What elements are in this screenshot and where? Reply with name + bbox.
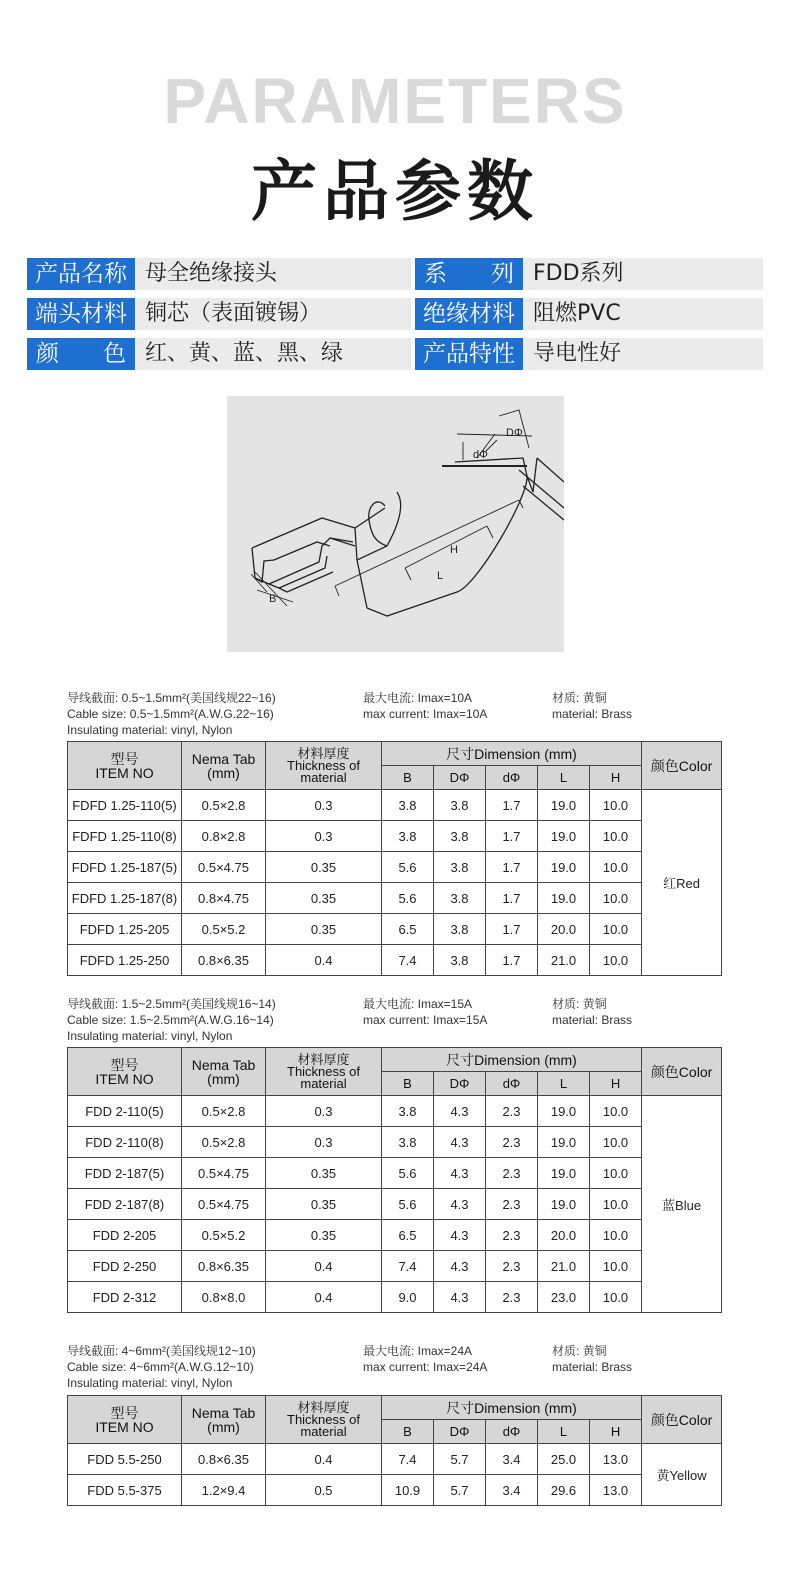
cable-size-en: Cable size: 1.5~2.5mm²(A.W.G.16~14) xyxy=(67,1013,274,1027)
material-cn: 材质: 黄铜 xyxy=(552,997,607,1011)
max-current xyxy=(363,1343,487,1375)
max-current-cn: 最大电流: Imax=15A xyxy=(363,997,473,1011)
param-label: 系 列 xyxy=(415,258,523,290)
header-b: B xyxy=(382,1420,434,1444)
header-nema-tab: Nema Tab (mm) xyxy=(182,1396,266,1444)
table-cell: 4.3 xyxy=(434,1251,486,1282)
table-cell: 6.5 xyxy=(382,1220,434,1251)
table-cell: 5.6 xyxy=(382,1189,434,1220)
table-row xyxy=(68,790,722,821)
table-cell: FDFD 1.25-187(5) xyxy=(68,852,182,883)
table-cell: 3.8 xyxy=(382,790,434,821)
table-row xyxy=(68,1127,722,1158)
diagram-label-d: dΦ xyxy=(473,449,488,461)
table-cell: 0.8×2.8 xyxy=(182,821,266,852)
table-cell: 3.8 xyxy=(434,852,486,883)
table-cell: 0.5×2.8 xyxy=(182,1096,266,1127)
table-cell: 0.35 xyxy=(266,883,382,914)
header-l: L xyxy=(538,1420,590,1444)
table-cell: 0.3 xyxy=(266,1096,382,1127)
table-cell: 9.0 xyxy=(382,1282,434,1313)
table-cell: 10.0 xyxy=(590,852,642,883)
table-cell: 1.2×9.4 xyxy=(182,1475,266,1506)
table-row xyxy=(68,1444,722,1475)
cable-size xyxy=(67,996,276,1044)
table-cell: 19.0 xyxy=(538,1158,590,1189)
param-value: 铜芯（表面镀锡） xyxy=(135,298,411,330)
table-cell: 0.4 xyxy=(266,1444,382,1475)
table-cell: 0.35 xyxy=(266,1158,382,1189)
param-row xyxy=(27,298,763,330)
table-row xyxy=(68,1189,722,1220)
table-cell: 10.0 xyxy=(590,883,642,914)
table-cell: 10.0 xyxy=(590,1282,642,1313)
table-cell: 20.0 xyxy=(538,1220,590,1251)
diagram-label-B: B xyxy=(269,593,277,605)
table-cell: 3.4 xyxy=(486,1475,538,1506)
table-cell: 21.0 xyxy=(538,1251,590,1282)
table-row xyxy=(68,1220,722,1251)
table-cell: 0.8×8.0 xyxy=(182,1282,266,1313)
table-cell: 0.3 xyxy=(266,790,382,821)
param-row xyxy=(27,258,763,290)
header-dphi: DΦ xyxy=(434,766,486,790)
header-dimension: 尺寸Dimension (mm) xyxy=(382,742,642,766)
param-value: 红、黄、蓝、黑、绿 xyxy=(135,338,411,370)
material-en: material: Brass xyxy=(552,1013,633,1027)
table-cell: 3.4 xyxy=(486,1444,538,1475)
max-current-en: max current: Imax=24A xyxy=(363,1360,488,1374)
table-cell: 7.4 xyxy=(382,1251,434,1282)
header-thickness: 材料厚度 Thickness of material xyxy=(266,1048,382,1096)
param-value: 母全绝缘接头 xyxy=(135,258,411,290)
table-cell: 2.3 xyxy=(486,1220,538,1251)
connector-drawing xyxy=(227,396,564,652)
header-color: 颜色Color xyxy=(642,1396,722,1444)
table-cell: FDD 2-110(8) xyxy=(68,1127,182,1158)
header-item-no: 型号 ITEM NO xyxy=(68,742,182,790)
insulating-material: Insulating material: vinyl, Nylon xyxy=(67,723,233,737)
material-cn: 材质: 黄铜 xyxy=(552,691,607,705)
table-cell: 0.35 xyxy=(266,1189,382,1220)
table-cell: 0.4 xyxy=(266,1251,382,1282)
table-cell: 1.7 xyxy=(486,945,538,976)
table-cell: 3.8 xyxy=(382,1096,434,1127)
table-cell: 10.0 xyxy=(590,945,642,976)
table-cell: 2.3 xyxy=(486,1189,538,1220)
table-cell: FDD 2-250 xyxy=(68,1251,182,1282)
cable-size-cn: 导线截面: 4~6mm²(美国线规12~10) xyxy=(67,1344,256,1358)
table-cell: FDD 2-110(5) xyxy=(68,1096,182,1127)
color-cell: 黄Yellow xyxy=(642,1444,722,1506)
table-cell: 7.4 xyxy=(382,1444,434,1475)
table-row xyxy=(68,1475,722,1506)
table-cell: FDFD 1.25-205 xyxy=(68,914,182,945)
table-cell: 3.8 xyxy=(434,883,486,914)
table-cell: 2.3 xyxy=(486,1158,538,1189)
material-en: material: Brass xyxy=(552,1360,633,1374)
table-cell: 10.0 xyxy=(590,1158,642,1189)
table-cell: FDFD 1.25-110(8) xyxy=(68,821,182,852)
insulating-material: Insulating material: vinyl, Nylon xyxy=(67,1376,233,1390)
table-cell: 4.3 xyxy=(434,1220,486,1251)
table-cell: FDD 2-205 xyxy=(68,1220,182,1251)
cable-size-en: Cable size: 4~6mm²(A.W.G.12~10) xyxy=(67,1360,254,1374)
header-h: H xyxy=(590,1072,642,1096)
material-en: material: Brass xyxy=(552,707,633,721)
max-current-cn: 最大电流: Imax=10A xyxy=(363,691,473,705)
table-cell: 2.3 xyxy=(486,1251,538,1282)
table-cell: 3.8 xyxy=(434,790,486,821)
table-cell: 0.5×5.2 xyxy=(182,914,266,945)
table-cell: 13.0 xyxy=(590,1475,642,1506)
max-current-cn: 最大电流: Imax=24A xyxy=(363,1344,473,1358)
table-cell: FDFD 1.25-187(8) xyxy=(68,883,182,914)
table-cell: 19.0 xyxy=(538,821,590,852)
table-cell: 23.0 xyxy=(538,1282,590,1313)
table-cell: FDD 2-187(5) xyxy=(68,1158,182,1189)
table-cell: 5.7 xyxy=(434,1475,486,1506)
table-cell: 0.4 xyxy=(266,945,382,976)
param-value: FDD系列 xyxy=(523,258,763,290)
table-cell: 0.8×4.75 xyxy=(182,883,266,914)
table-cell: 1.7 xyxy=(486,883,538,914)
table-row xyxy=(68,883,722,914)
table-cell: 29.6 xyxy=(538,1475,590,1506)
param-label: 端头材料 xyxy=(27,298,135,330)
material xyxy=(552,1343,632,1375)
table-cell: 6.5 xyxy=(382,914,434,945)
table-cell: FDFD 1.25-110(5) xyxy=(68,790,182,821)
table-cell: 10.0 xyxy=(590,1251,642,1282)
table-cell: 19.0 xyxy=(538,790,590,821)
table-cell: 10.0 xyxy=(590,914,642,945)
table-cell: 5.6 xyxy=(382,883,434,914)
header-h: H xyxy=(590,1420,642,1444)
section-meta xyxy=(67,690,727,738)
param-row xyxy=(27,338,763,370)
table-cell: FDD 5.5-250 xyxy=(68,1444,182,1475)
max-current-en: max current: Imax=15A xyxy=(363,1013,488,1027)
table-cell: 19.0 xyxy=(538,883,590,914)
table-cell: 3.8 xyxy=(434,821,486,852)
material-cn: 材质: 黄铜 xyxy=(552,1344,607,1358)
header-thickness: 材料厚度 Thickness of material xyxy=(266,742,382,790)
table-cell: 0.5×5.2 xyxy=(182,1220,266,1251)
table-cell: 4.3 xyxy=(434,1127,486,1158)
table-row xyxy=(68,821,722,852)
table-row xyxy=(68,1158,722,1189)
insulating-material: Insulating material: vinyl, Nylon xyxy=(67,1029,233,1043)
param-value: 导电性好 xyxy=(523,338,763,370)
color-cell: 红Red xyxy=(642,790,722,976)
param-label: 颜 色 xyxy=(27,338,135,370)
table-cell: 19.0 xyxy=(538,852,590,883)
table-cell: 25.0 xyxy=(538,1444,590,1475)
table-row xyxy=(68,1096,722,1127)
table-cell: 10.0 xyxy=(590,821,642,852)
cable-size-en: Cable size: 0.5~1.5mm²(A.W.G.22~16) xyxy=(67,707,274,721)
table-cell: 0.4 xyxy=(266,1282,382,1313)
header-dphi-small: dΦ xyxy=(486,1072,538,1096)
table-cell: 10.0 xyxy=(590,1189,642,1220)
cable-size-cn: 导线截面: 0.5~1.5mm²(美国线规22~16) xyxy=(67,691,276,705)
table-cell: 10.9 xyxy=(382,1475,434,1506)
header-b: B xyxy=(382,1072,434,1096)
header-color: 颜色Color xyxy=(642,1048,722,1096)
header-dimension: 尺寸Dimension (mm) xyxy=(382,1396,642,1420)
table-row xyxy=(68,852,722,883)
header-dimension: 尺寸Dimension (mm) xyxy=(382,1048,642,1072)
table-cell: 0.35 xyxy=(266,1220,382,1251)
table-cell: 7.4 xyxy=(382,945,434,976)
table-cell: 19.0 xyxy=(538,1189,590,1220)
header-thickness: 材料厚度 Thickness of material xyxy=(266,1396,382,1444)
cable-size xyxy=(67,690,276,738)
table-cell: 2.3 xyxy=(486,1282,538,1313)
table-cell: 10.0 xyxy=(590,1127,642,1158)
table-cell: 5.6 xyxy=(382,852,434,883)
table-row xyxy=(68,1282,722,1313)
table-cell: 0.8×6.35 xyxy=(182,1251,266,1282)
table-row xyxy=(68,945,722,976)
color-cell: 蓝Blue xyxy=(642,1096,722,1313)
header-dphi: DΦ xyxy=(434,1420,486,1444)
table-cell: 3.8 xyxy=(382,821,434,852)
header-l: L xyxy=(538,766,590,790)
header-h: H xyxy=(590,766,642,790)
table-cell: 13.0 xyxy=(590,1444,642,1475)
header-l: L xyxy=(538,1072,590,1096)
table-cell: 2.3 xyxy=(486,1096,538,1127)
table-cell: FDD 2-187(8) xyxy=(68,1189,182,1220)
table-cell: 1.7 xyxy=(486,821,538,852)
table-cell: 0.35 xyxy=(266,852,382,883)
table-cell: 19.0 xyxy=(538,1096,590,1127)
section-meta xyxy=(67,1343,727,1391)
param-value: 阻燃PVC xyxy=(523,298,763,330)
table-cell: 0.5×4.75 xyxy=(182,1189,266,1220)
table-cell: 5.7 xyxy=(434,1444,486,1475)
max-current xyxy=(363,996,487,1028)
header-dphi-small: dΦ xyxy=(486,1420,538,1444)
table-cell: 0.5×2.8 xyxy=(182,790,266,821)
header-item-no: 型号 ITEM NO xyxy=(68,1048,182,1096)
param-label: 产品特性 xyxy=(415,338,523,370)
table-cell: 0.5×2.8 xyxy=(182,1127,266,1158)
table-cell: 10.0 xyxy=(590,790,642,821)
table-cell: FDD 2-312 xyxy=(68,1282,182,1313)
header-nema-tab: Nema Tab (mm) xyxy=(182,1048,266,1096)
table-cell: 4.3 xyxy=(434,1189,486,1220)
table-cell: 0.5×4.75 xyxy=(182,852,266,883)
table-row xyxy=(68,914,722,945)
table-cell: 0.5 xyxy=(266,1475,382,1506)
cable-size-cn: 导线截面: 1.5~2.5mm²(美国线规16~14) xyxy=(67,997,276,1011)
table-cell: 3.8 xyxy=(382,1127,434,1158)
table-cell: 0.3 xyxy=(266,821,382,852)
table-cell: 4.3 xyxy=(434,1282,486,1313)
header-color: 颜色Color xyxy=(642,742,722,790)
table-cell: 0.5×4.75 xyxy=(182,1158,266,1189)
table-cell: 2.3 xyxy=(486,1127,538,1158)
table-cell: 1.7 xyxy=(486,790,538,821)
table-cell: 20.0 xyxy=(538,914,590,945)
table-cell: 10.0 xyxy=(590,1096,642,1127)
cable-size xyxy=(67,1343,256,1391)
spec-table xyxy=(67,1047,722,1313)
header-item-no: 型号 ITEM NO xyxy=(68,1396,182,1444)
table-cell: 19.0 xyxy=(538,1127,590,1158)
table-cell: 0.3 xyxy=(266,1127,382,1158)
table-cell: 4.3 xyxy=(434,1096,486,1127)
table-cell: 0.35 xyxy=(266,914,382,945)
table-cell: 3.8 xyxy=(434,914,486,945)
table-cell: 1.7 xyxy=(486,914,538,945)
table-cell: 0.8×6.35 xyxy=(182,945,266,976)
max-current-en: max current: Imax=10A xyxy=(363,707,488,721)
spec-table xyxy=(67,1395,722,1506)
header-nema-tab: Nema Tab (mm) xyxy=(182,742,266,790)
table-cell: 5.6 xyxy=(382,1158,434,1189)
header-dphi: DΦ xyxy=(434,1072,486,1096)
material xyxy=(552,996,632,1028)
table-cell: FDFD 1.25-250 xyxy=(68,945,182,976)
diagram-label-D: DΦ xyxy=(506,427,523,439)
param-label: 产品名称 xyxy=(27,258,135,290)
table-cell: FDD 5.5-375 xyxy=(68,1475,182,1506)
header-b: B xyxy=(382,766,434,790)
diagram-label-H: H xyxy=(450,544,458,556)
header-english-title: PARAMETERS xyxy=(163,65,627,137)
table-cell: 3.8 xyxy=(434,945,486,976)
max-current xyxy=(363,690,487,722)
header-dphi-small: dΦ xyxy=(486,766,538,790)
table-cell: 1.7 xyxy=(486,852,538,883)
table-cell: 4.3 xyxy=(434,1158,486,1189)
param-label: 绝缘材料 xyxy=(415,298,523,330)
section-meta xyxy=(67,996,727,1044)
header-chinese-title: 产品参数 xyxy=(251,153,539,230)
table-cell: 21.0 xyxy=(538,945,590,976)
material xyxy=(552,690,632,722)
connector-diagram xyxy=(227,396,564,652)
table-cell: 0.8×6.35 xyxy=(182,1444,266,1475)
diagram-label-L: L xyxy=(437,570,444,582)
spec-table xyxy=(67,741,722,976)
table-row xyxy=(68,1251,722,1282)
table-cell: 10.0 xyxy=(590,1220,642,1251)
